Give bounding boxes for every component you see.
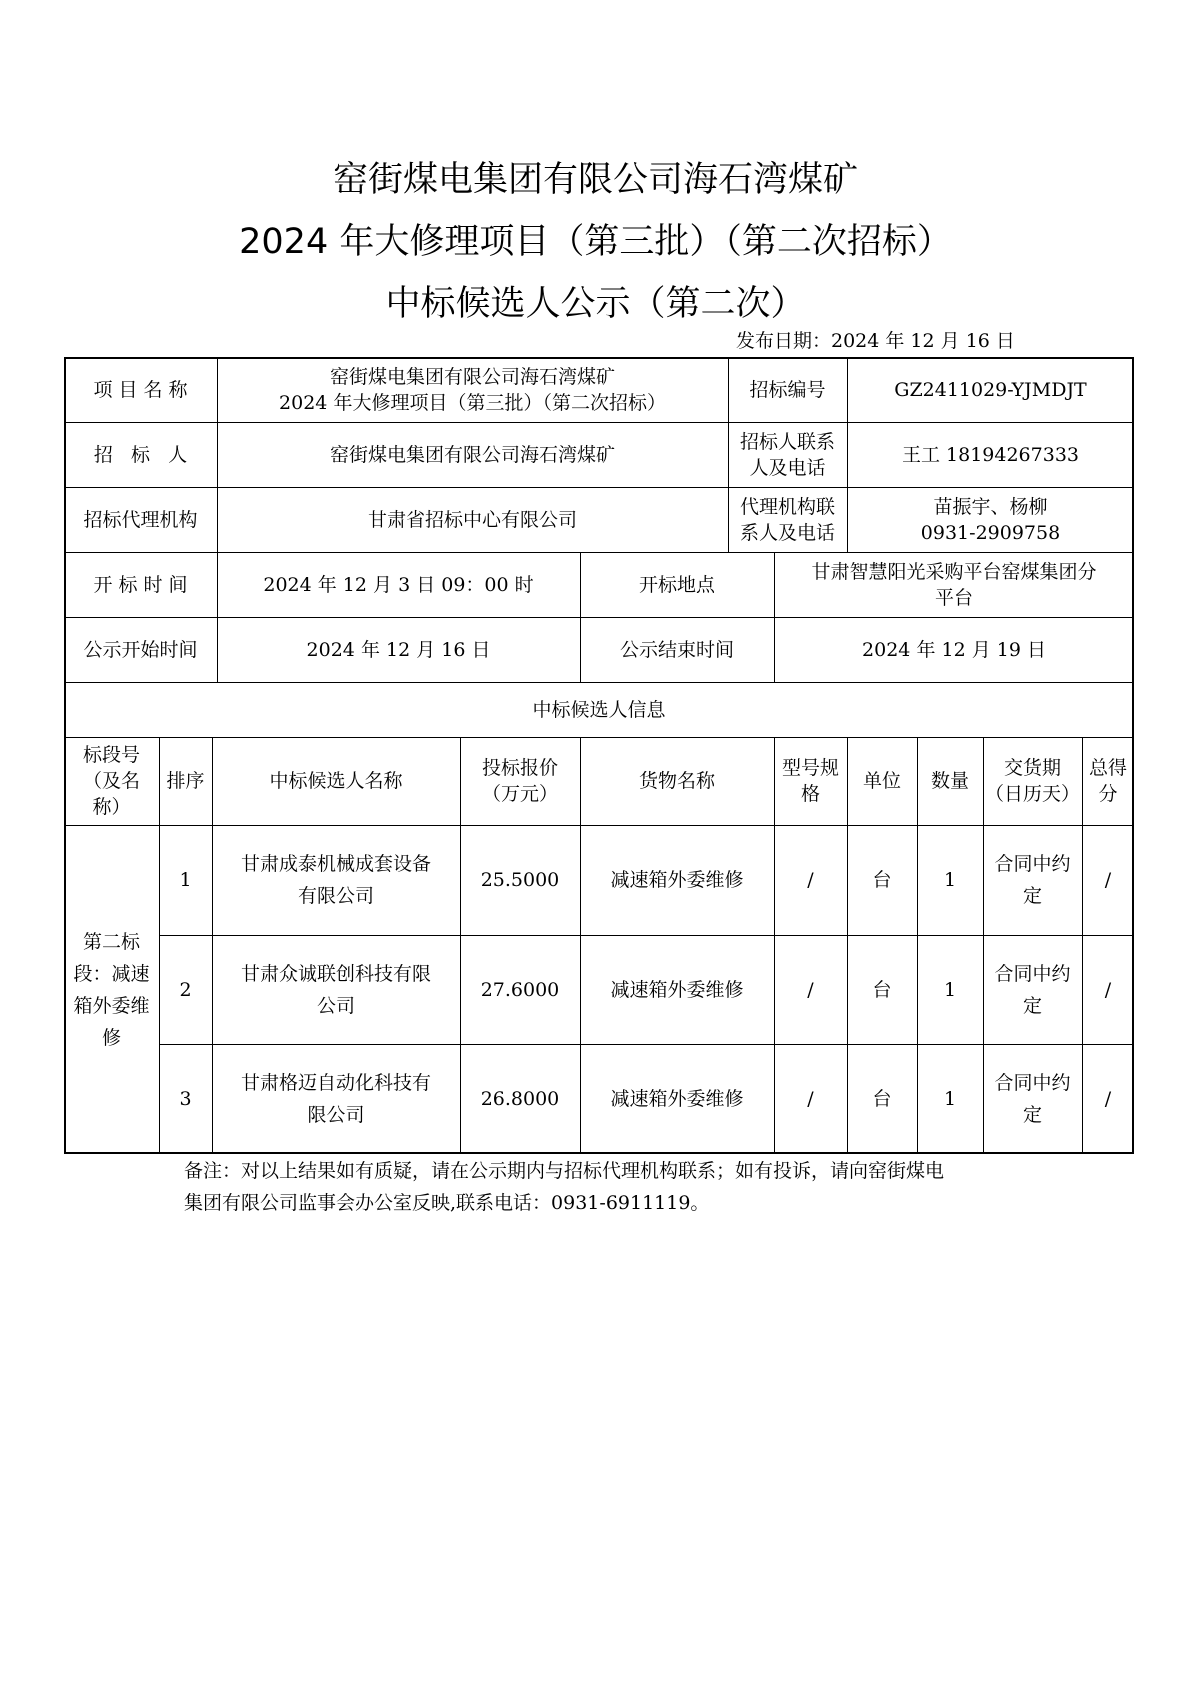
agency-label: 招标代理机构: [83, 508, 198, 531]
notice-start-value: 2024 年 12 月 16 日: [306, 638, 491, 661]
row-1-unit: 台: [872, 869, 892, 891]
agency-contact-label-line-2: 系人及电话: [739, 521, 835, 544]
col-unit: 单位: [862, 770, 901, 792]
row-2-delivery-line-2: 定: [1022, 994, 1042, 1017]
open-time-value: 2024 年 12 月 3 日 09：00 时: [263, 573, 534, 596]
row-2-model: /: [807, 978, 814, 1001]
row-2-qty: 1: [943, 978, 957, 1001]
row-3-score: /: [1104, 1088, 1112, 1110]
agency-contact-line-2: 0931-2909758: [920, 521, 1061, 544]
row-1-goods: 减速箱外委维修: [610, 869, 744, 891]
row-3-rank: 3: [179, 1088, 192, 1110]
row-2-name-line-1: 甘肃众诚联创科技有限: [240, 962, 431, 985]
col-rank: 排序: [166, 770, 205, 792]
notice-end-label: 公示结束时间: [619, 638, 734, 661]
col-section-line-2: （及名: [82, 770, 140, 792]
row-3-unit: 台: [872, 1088, 892, 1110]
bid-no-value: GZ2411029-YJMDJT: [894, 378, 1087, 401]
section-line-3: 箱外委维: [73, 994, 150, 1017]
open-time-label: 开 标 时 间: [93, 573, 188, 596]
title-line-1: 窑街煤电集团有限公司海石湾煤矿: [332, 160, 858, 200]
col-price-line-2: （万元）: [481, 783, 558, 805]
col-section-line-3: 称）: [92, 796, 131, 818]
col-name: 中标候选人名称: [269, 770, 403, 792]
col-score-line-1: 总得: [1088, 757, 1127, 779]
col-section-line-1: 标段号: [82, 744, 140, 766]
tenderer-contact-label-line-2: 人及电话: [749, 456, 826, 479]
col-delivery-line-2: （日历天）: [984, 783, 1080, 805]
section-line-2: 段：减速: [73, 962, 150, 985]
row-2-name-line-2: 公司: [316, 994, 355, 1017]
notice-start-label: 公示开始时间: [83, 638, 198, 661]
row-2-rank: 2: [179, 978, 192, 1001]
project-name-line-2: 2024 年大修理项目（第三批）（第二次招标）: [279, 391, 666, 414]
project-name-line-1: 窑街煤电集团有限公司海石湾煤矿: [329, 365, 615, 388]
row-1-score: /: [1104, 869, 1112, 891]
row-3-model: /: [807, 1088, 814, 1110]
row-1-model: /: [807, 869, 814, 891]
row-3-price: 26.8000: [480, 1088, 560, 1110]
row-3-name-line-2: 限公司: [307, 1104, 365, 1126]
open-place-label: 开标地点: [638, 573, 715, 596]
row-2-unit: 台: [872, 978, 892, 1001]
col-goods: 货物名称: [638, 770, 715, 792]
col-price-line-1: 投标报价: [481, 757, 558, 779]
section-line-1: 第二标: [82, 930, 140, 953]
open-place-line-2: 平台: [934, 586, 973, 609]
row-3-delivery-line-1: 合同中约: [994, 1072, 1071, 1094]
agency-contact-line-1: 苗振宇、杨柳: [933, 495, 1048, 518]
row-1-name-line-1: 甘肃成泰机械成套设备: [240, 853, 431, 875]
tenderer-contact-label-line-1: 招标人联系: [739, 430, 835, 453]
row-2-delivery-line-1: 合同中约: [994, 962, 1071, 985]
tenderer-label: 招 标 人: [93, 443, 188, 466]
col-model-line-1: 型号规: [781, 757, 839, 779]
row-2-score: /: [1104, 978, 1112, 1001]
open-place-line-1: 甘肃智慧阳光采购平台窑煤集团分: [811, 560, 1097, 583]
candidates-header: 中标候选人信息: [532, 698, 666, 721]
col-qty: 数量: [930, 770, 969, 792]
row-3-qty: 1: [943, 1088, 957, 1110]
row-1-delivery-line-1: 合同中约: [994, 853, 1071, 875]
section-line-4: 修: [101, 1026, 121, 1049]
row-2-goods: 减速箱外委维修: [610, 978, 744, 1001]
note: [184, 1155, 1014, 1219]
title-line-3: 中标候选人公示（第二次）: [385, 284, 806, 324]
title-line-2: 2024 年大修理项目（第三批）（第二次招标）: [239, 222, 952, 262]
note-line-1: 备注：对以上结果如有质疑，请在公示期内与招标代理机构联系；如有投诉，请向窑街煤电: [184, 1160, 945, 1182]
row-1-price: 25.5000: [480, 869, 560, 891]
note-line-2: 集团有限公司监事会办公室反映,联系电话：0931-6911119。: [184, 1192, 710, 1214]
row-3-goods: 减速箱外委维修: [610, 1088, 744, 1110]
tenderer-value: 窑街煤电集团有限公司海石湾煤矿: [329, 443, 615, 466]
row-1-delivery-line-2: 定: [1022, 885, 1042, 907]
tenderer-contact-value: 王工 18194267333: [901, 443, 1079, 466]
project-name-label: 项 目 名 称: [93, 378, 188, 401]
row-3-delivery-line-2: 定: [1022, 1104, 1042, 1126]
notice-end-value: 2024 年 12 月 19 日: [862, 638, 1046, 661]
col-delivery-line-1: 交货期: [1003, 757, 1061, 779]
col-model-line-2: 格: [800, 783, 820, 805]
col-score-line-2: 分: [1098, 783, 1118, 805]
publish-date: 发布日期：2024 年 12 月 16 日: [736, 330, 1015, 352]
agency-contact-label-line-1: 代理机构联: [739, 495, 835, 518]
row-1-rank: 1: [179, 869, 192, 891]
row-2-price: 27.6000: [480, 978, 560, 1001]
row-1-qty: 1: [943, 869, 957, 891]
row-1-name-line-2: 有限公司: [297, 885, 374, 907]
agency-value: 甘肃省招标中心有限公司: [367, 508, 577, 531]
bid-no-label: 招标编号: [749, 378, 826, 401]
row-3-name-line-1: 甘肃格迈自动化科技有: [240, 1072, 431, 1094]
